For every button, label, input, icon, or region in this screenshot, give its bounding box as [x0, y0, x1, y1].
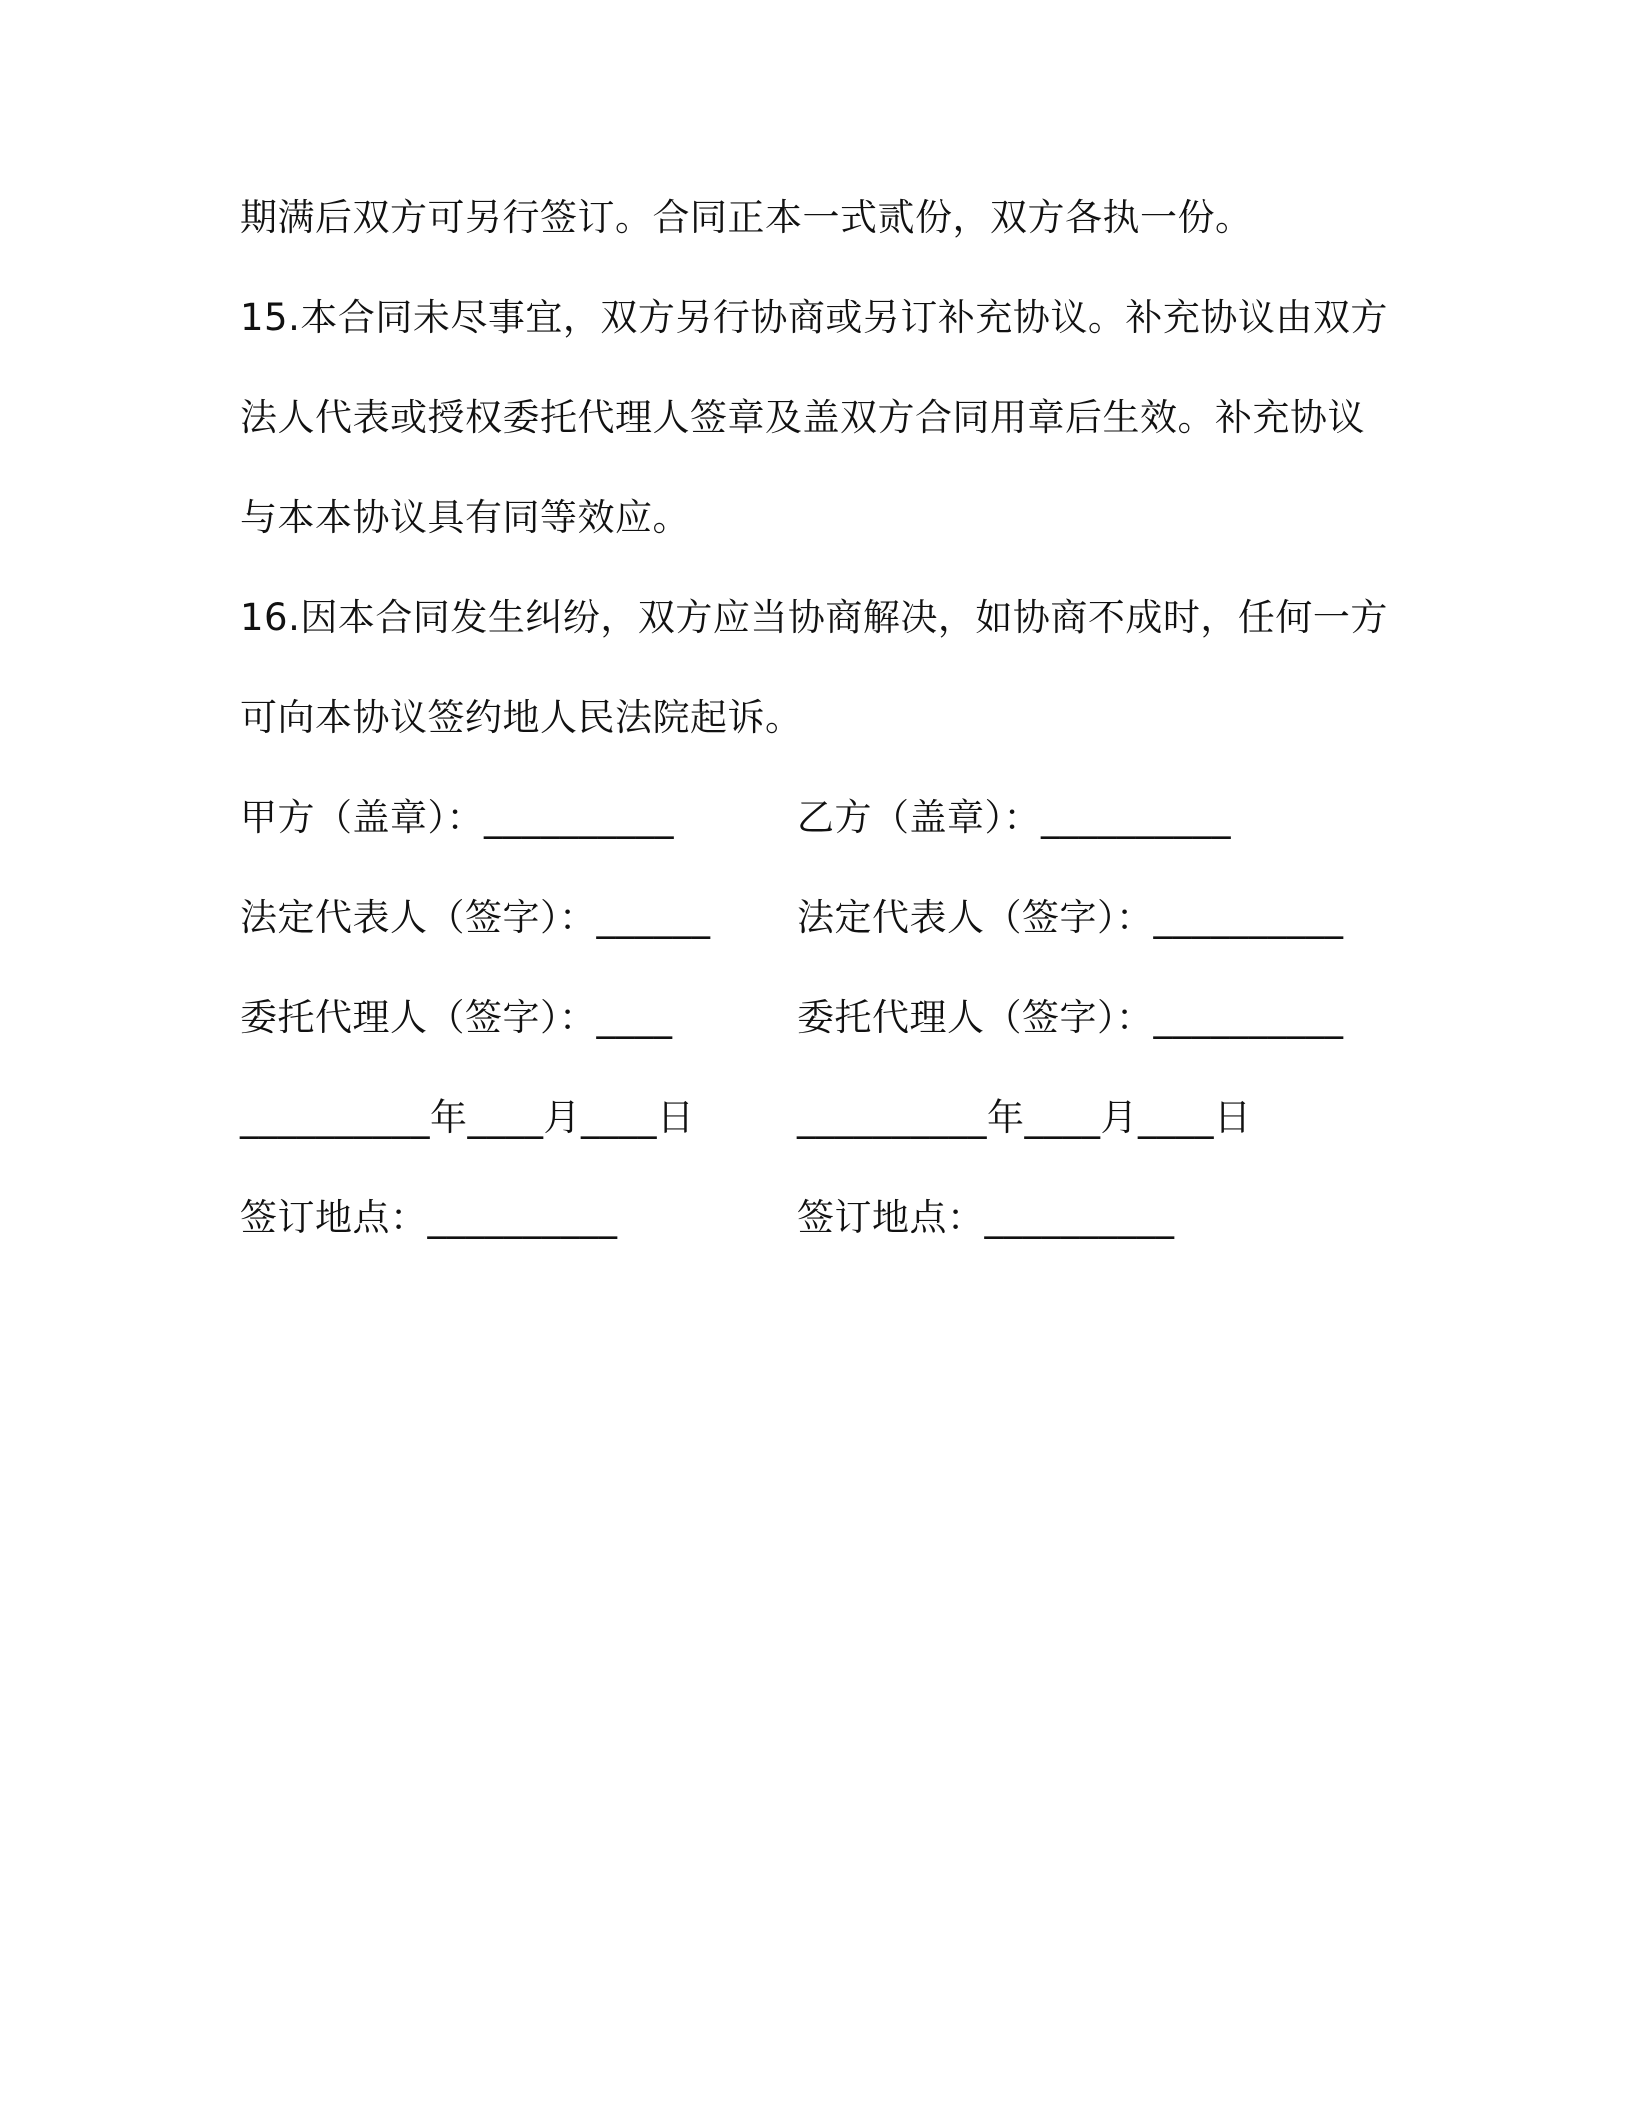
party-a-date: __________年____月____日 [240, 1096, 695, 1139]
party-b-agent: 委托代理人（签字）：__________ [797, 996, 1344, 1039]
party-b-place: 签订地点：__________ [797, 1196, 1175, 1239]
paragraph-line-6: 可向本协议签约地人民法院起诉。 [240, 696, 803, 739]
party-a-agent: 委托代理人（签字）：____ [240, 996, 673, 1039]
paragraph-line-4: 与本本协议具有同等效应。 [240, 496, 690, 539]
paragraph-line-1: 期满后双方可另行签订。合同正本一式贰份，双方各执一份。 [240, 196, 1253, 239]
party-a-seal: 甲方（盖章）：__________ [240, 796, 674, 839]
paragraph-line-5: 16.因本合同发生纠纷，双方应当协商解决，如协商不成时，任何一方 [240, 596, 1388, 639]
paragraph-line-2: 15.本合同未尽事宜，双方另行协商或另订补充协议。补充协议由双方 [240, 296, 1388, 339]
party-b-seal: 乙方（盖章）：__________ [797, 796, 1231, 839]
party-a-place: 签订地点：__________ [240, 1196, 618, 1239]
party-a-legal-rep: 法定代表人（签字）：______ [240, 896, 711, 939]
paragraph-line-3: 法人代表或授权委托代理人签章及盖双方合同用章后生效。补充协议 [240, 396, 1365, 439]
party-b-legal-rep: 法定代表人（签字）：__________ [797, 896, 1344, 939]
party-b-date: __________年____月____日 [797, 1096, 1252, 1139]
